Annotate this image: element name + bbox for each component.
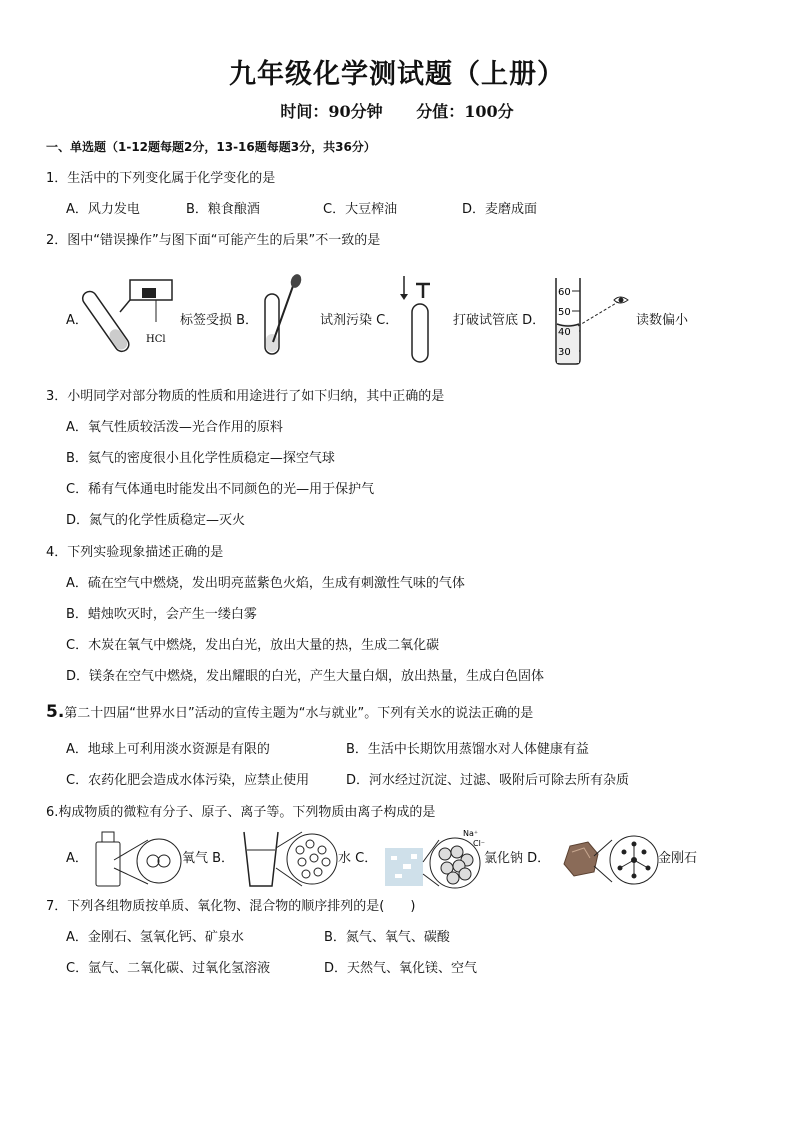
- down-arrow-icon: [400, 276, 408, 300]
- q3-option-c: C．稀有气体通电时能发出不同颜色的光—用于保护气: [66, 482, 375, 497]
- question-6: 6.构成物质的微粒有分子、原子、离子等。下列物质由离子构成的是: [46, 805, 436, 820]
- q6-option-c: 水 C．: [338, 851, 378, 866]
- q7-option-c: C．氩气、二氧化碳、过氧化氢溶液: [66, 961, 271, 976]
- q4-option-d: D．镁条在空气中燃烧，发出耀眼的白光，产生大量白烟，放出热量，生成白色固体: [66, 669, 545, 684]
- sodium-ion-label: Na⁺: [463, 829, 479, 838]
- question-4: 4．下列实验现象描述正确的是: [46, 545, 224, 560]
- test-tube-icon: [412, 304, 428, 362]
- diamond-rock-icon: [564, 842, 598, 876]
- q1-option-b: B．粮食酿酒: [186, 202, 260, 217]
- q2-figure-a: [84, 272, 180, 358]
- section-heading: 一、单选题（1-12题每题2分，13-16题每题3分，共36分）: [46, 140, 376, 154]
- oxygen-molecule-icon: [137, 839, 181, 883]
- dropper-icon: [273, 273, 303, 342]
- q6-figure-d: [560, 830, 660, 890]
- question-1: 1．生活中的下列变化属于化学变化的是: [46, 171, 276, 186]
- question-3: 3．小明同学对部分物质的性质和用途进行了如下归纳，其中正确的是: [46, 389, 445, 404]
- page-title: 九年级化学测试题（上册）: [229, 59, 565, 90]
- q2-option-d: 打破试管底 D．: [453, 313, 546, 328]
- q5-stem: 第二十四届“世界水日”活动的宣传主题为“水与就业”。下列有关水的说法正确的是: [64, 706, 534, 721]
- reagent-bottle-icon: [120, 280, 172, 312]
- q1-option-a: A．风力发电: [66, 202, 140, 217]
- q7-option-d: D．天然气、氧化镁、空气: [324, 961, 478, 976]
- q4-option-a: A．硫在空气中燃烧，发出明亮蓝紫色火焰，生成有刺激性气味的气体: [66, 576, 465, 591]
- q4-option-b: B．蜡烛吹灭时，会产生一缕白雾: [66, 607, 257, 622]
- chloride-ion-label: Cl⁻: [473, 839, 486, 848]
- q3-option-b: B．氦气的密度很小且化学性质稳定—探空气球: [66, 451, 335, 466]
- pin-icon: [416, 284, 430, 298]
- hcl-label: HCl: [146, 334, 166, 345]
- q6-option-d-result: 金刚石: [658, 851, 698, 866]
- tick-30: 30: [558, 347, 571, 358]
- q4-option-c: C．木炭在氧气中燃烧，发出白光，放出大量的热，生成二氧化碳: [66, 638, 440, 653]
- q3-option-d: D．氮气的化学性质稳定—灭火: [66, 513, 246, 528]
- q2-option-a: A．: [66, 313, 88, 328]
- q6-option-a: A．: [66, 851, 88, 866]
- q6-figure-c: [383, 826, 486, 892]
- question-5: [46, 703, 533, 723]
- tick-50: 50: [558, 307, 571, 318]
- beaker-icon: [244, 832, 278, 886]
- exam-time: 时间：90分钟: [280, 102, 383, 121]
- q6-option-d: 氯化钠 D．: [484, 851, 551, 866]
- carbon-structure-icon: [610, 836, 658, 884]
- q5-option-d: D．河水经过沉淀、过滤、吸附后可除去所有杂质: [346, 773, 630, 788]
- sight-line: [578, 302, 618, 326]
- q2-option-b: 标签受损 B．: [180, 313, 259, 328]
- q6-figure-a: [92, 830, 182, 890]
- question-2: 2．图中“错误操作”与图下面“可能产生的后果”不一致的是: [46, 233, 381, 248]
- water-molecules-icon: [287, 834, 337, 884]
- test-tube-icon: [265, 294, 279, 354]
- q2-option-d-result: 读数偏小: [636, 313, 689, 328]
- salt-crystals-icon: [385, 848, 423, 886]
- exam-score: 分值：100分: [416, 102, 514, 121]
- q3-option-a: A．氧气性质较活泼—光合作用的原料: [66, 420, 283, 435]
- q7-option-b: B．氮气、氧气、碳酸: [324, 930, 450, 945]
- tick-40: 40: [558, 327, 571, 338]
- q2-figure-c: [394, 272, 440, 366]
- q2-figure-b: [255, 272, 315, 358]
- q5-option-a: A．地球上可利用淡水资源是有限的: [66, 742, 270, 757]
- q5-option-b: B．生活中长期饮用蒸馏水对人体健康有益: [346, 742, 589, 757]
- exam-info: [0, 99, 794, 122]
- eye-icon: [614, 297, 628, 303]
- tilted-test-tube-icon: [80, 289, 132, 354]
- q2-option-c: 试剂污染 C．: [320, 313, 399, 328]
- q2-figure-d: [548, 276, 634, 366]
- q1-option-d: D．麦磨成面: [462, 202, 538, 217]
- tick-60: 60: [558, 287, 571, 298]
- q7-option-a: A．金刚石、氢氧化钙、矿泉水: [66, 930, 244, 945]
- question-7: 7．下列各组物质按单质、氧化物、混合物的顺序排列的是( ): [46, 899, 416, 914]
- q1-option-c: C．大豆榨油: [323, 202, 398, 217]
- q6-figure-b: [240, 828, 338, 890]
- q6-option-b: 氧气 B．: [182, 851, 235, 866]
- q5-option-c: C．农药化肥会造成水体污染，应禁止使用: [66, 773, 310, 788]
- q5-number: 5.: [46, 702, 65, 722]
